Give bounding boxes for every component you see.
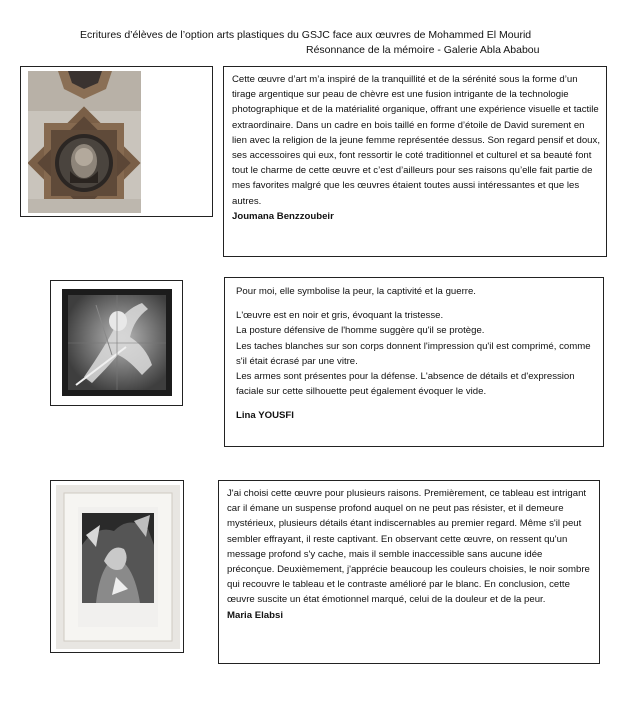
student-author-2: Lina YOUSFI: [236, 410, 294, 422]
student-line-2-2: La posture défensive de l'homme suggère qu'il se protège.: [236, 325, 485, 337]
student-line-2-3: Les taches blanches sur son corps donnent l'impression qu'il est comprimé, comme s'il était écrasé par une vitre.: [236, 340, 591, 367]
header-title: Ecritures d’élèves de l’option arts plastiques du GSJC face aux œuvres de Mohammed El Mourid: [80, 29, 532, 41]
student-author-1: Joumana Benzzoubeir: [232, 210, 334, 222]
student-line-2-4: Les armes sont présentes pour la défense. L'absence de détails et d'expression faciale sur cette silhouette peut également évoquer le vide.: [236, 371, 575, 398]
student-text-box-1: [223, 66, 607, 257]
student-line-2-1: L'œuvre est en noir et gris, évoquant la tristesse.: [236, 310, 444, 322]
artwork-photo-defensive-figure: [50, 280, 183, 406]
student-text-box-2: [224, 277, 604, 447]
student-text-1: Cette œuvre d’art m’a inspiré de la tranquillité et de la sérénité sous la forme d’un tirage argentique sur peau de chèvre est une fusion intrigante de la technologie photographique et de la matérialité organique, offrant une expérience visuelle et tactile extraordinaire. Dans un cadre en bois taillé en forme d’étoile de David surement en lien avec la religion de la jeune femme représentée dessus. Son regard pensif et doux, ses accessoires qui eux, font ressortir le coté traditionnel et culturel et sa beauté font tout le charme de cette œuvre et c’est d’ailleurs pour ses raisons qu’elle fait partie de mes favorites malgré que les œuvres étaient toutes aussi intéressantes et que les autres.: [232, 74, 600, 207]
artwork-photo-dark-figure: [50, 480, 184, 653]
student-author-3: Maria Elabsi: [227, 609, 283, 621]
student-intro-2: Pour moi, elle symbolise la peur, la captivité et la guerre.: [236, 286, 476, 297]
header-subtitle: Résonnance de la mémoire - Galerie Abla Ababou: [306, 44, 540, 56]
artwork-photo-star-frame: [20, 66, 213, 217]
student-text-3: J'ai choisi cette œuvre pour plusieurs raisons. Premièrement, ce tableau est intrigant car il émane un suspense profond auquel on ne peut pas résister, et il demeure mystérieux, plusieurs détails étant indiscernables au premier regard. Même s'il peut sembler effrayant, il reste captivant. En observant cette œuvre, on ressent qu'un message profond s'y cache, mais il semble inaccessible sans aucune idée préconçue. Deuxièmement, j'apprécie beaucoup les couleurs choisies, le noir sombre qui recouvre le tableau et le contraste amélioré par le blanc. En conclusion, cette œuvre suscite un état émotionnel marqué, celui de la douleur et de la peur.: [227, 488, 590, 606]
student-text-box-3: [218, 480, 600, 664]
